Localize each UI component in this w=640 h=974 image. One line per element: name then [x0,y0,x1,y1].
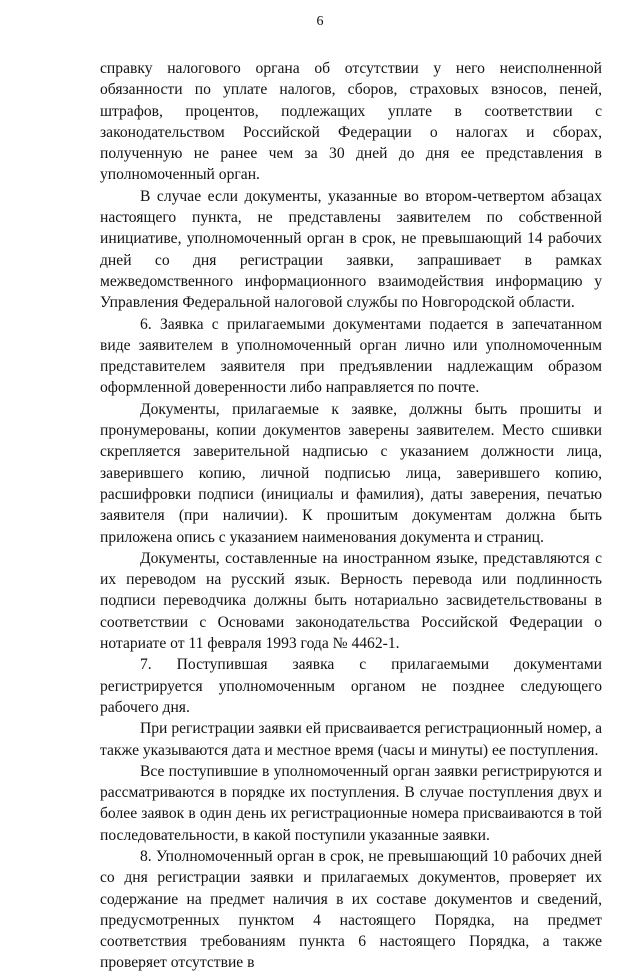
paragraph-item-6-submission: 6. Заявка с прилагаемыми документами подается в запечатанном виде заявителем в уполномоченный орган лично или уполномоченным представителем заявителя при предъявлении надлежащим образом оформленной доверенности либо направляется по почте. [100,315,602,397]
paragraph-item-8-review: 8. Уполномоченный орган в срок, не превышающий 10 рабочих дней со дня регистрации заявки и прилагаемых документов, проверяет их содержание на предмет наличия в их составе документов и сведений, предусмотренных пунктом 4 настоящего Порядка, на предмет соответствия требованиям пункта 6 настоящего Порядка, а также проверяет отсутствие в [100,847,602,972]
paragraph-foreign-language: Документы, составленные на иностранном языке, представляются с их переводом на русский язык. Верность перевода или подлинность подписи переводчика должны быть нотариально засвидетельствованы в соответствии с Основами законодательства Российской Федерации о нотариате от 11 февраля 1993 года № 4462-1. [100,549,602,653]
page-number: 6 [316,14,324,29]
paragraph-registration-number: При регистрации заявки ей присваивается регистрационный номер, а также указываются дата и местное время (часы и минуты) ее поступления. [100,720,602,759]
paragraph-registration-order: Все поступившие в уполномоченный орган заявки регистрируются и рассматриваются в порядке их поступления. В случае поступления двух и более заявок в один день их регистрационные номера присваиваются в той последовательности, в какой поступили указанные заявки. [100,762,602,844]
document-body [100,58,602,974]
paragraph-interagency-request: В случае если документы, указанные во втором-четвертом абзацах настоящего пункта, не представлены заявителем по собственной инициативе, уполномоченный орган в срок, не превышающий 14 рабочих дней со дня регистрации заявки, запрашивает в рамках межведомственного информационного взаимодействия информацию у Управления Федеральной налоговой службы по Новгородской области. [100,187,602,312]
paragraph-documents-binding: Документы, прилагаемые к заявке, должны быть прошиты и пронумерованы, копии документов заверены заявителем. Место сшивки скрепляется заверительной надписью с указанием должности лица, заверившего копию, личной подписью лица, заверившего копию, расшифровки подписи (инициалы и фамилия), даты заверения, печатью заявителя (при наличии). К прошитым документам должна быть приложена опись с указанием наименования документа и страниц. [100,400,602,546]
paragraph-item-7-registration: 7. Поступившая заявка с прилагаемыми документами регистрируется уполномоченным органом не позднее следующего рабочего дня. [100,656,602,716]
paragraph-tax-certificate: справку налогового органа об отсутствии у него неисполненной обязанности по уплате налогов, сборов, страховых взносов, пеней, штрафов, процентов, подлежащих уплате в соответствии с законодательством Российской Федерации о налогах и сборах, полученную не ранее чем за 30 дней до дня ее представления в уполномоченный орган. [100,60,602,184]
